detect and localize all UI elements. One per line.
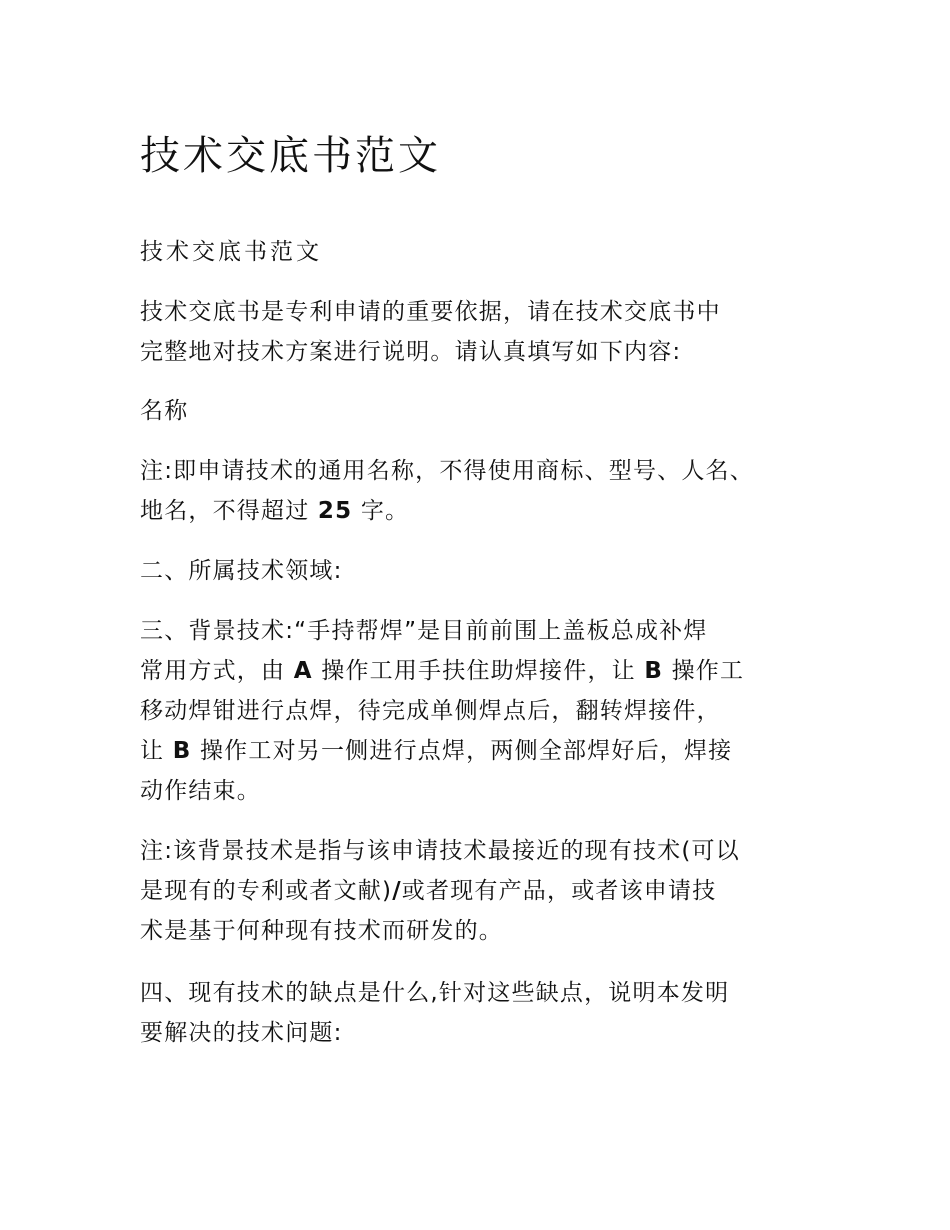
name-note-line: 注:即申请技术的通用名称，不得使用商标、型号、人名、	[140, 458, 754, 484]
name-note-line	[140, 491, 820, 531]
intro-paragraph	[140, 292, 820, 372]
operator-a-label: A	[293, 658, 313, 684]
section-4-line: 要解决的技术问题:	[140, 1020, 343, 1046]
slash-separator: /	[392, 878, 402, 904]
section-3-note-text: 是现有的专利或者文献)	[140, 878, 393, 904]
name-heading: 名称	[140, 398, 189, 424]
section-3-note-line: 术是基于何种现有技术而研发的。	[140, 918, 503, 944]
section-3-line: 动作结束。	[140, 778, 261, 804]
section-3-text: 操作工用手扶住助焊接件，让	[312, 658, 645, 684]
section-3-text: 操作工对另一侧进行点焊，两侧全部焊好后，焊接	[191, 738, 733, 764]
section-3-line: 三、背景技术:“手持帮焊”是目前前围上盖板总成补焊	[140, 618, 708, 644]
document-title: 技术交底书范文	[140, 133, 441, 179]
section-3-text: 常用方式，由	[140, 658, 294, 684]
section-3-paragraph	[140, 611, 820, 811]
section-3-line	[140, 651, 820, 691]
section-3-text: 让	[140, 738, 173, 764]
intro-line: 完整地对技术方案进行说明。请认真填写如下内容:	[140, 339, 682, 365]
name-note-paragraph	[140, 451, 820, 531]
section-3-text: 操作工	[663, 658, 745, 684]
section-3-note-line	[140, 871, 820, 911]
operator-b-label: B	[172, 738, 192, 764]
section-3-note-paragraph	[140, 831, 820, 951]
section-4-line: 四、现有技术的缺点是什么,针对这些缺点，说明本发明	[140, 980, 730, 1006]
section-2-heading: 二、所属技术领域:	[140, 558, 343, 584]
operator-b-label: B	[644, 658, 664, 684]
section-3-note-text: 或者现有产品，或者该申请技	[401, 878, 717, 904]
document-subtitle: 技术交底书范文	[140, 239, 322, 265]
section-3-note-line: 注:该背景技术是指与该申请技术最接近的现有技术(可以	[140, 838, 740, 864]
section-4-paragraph	[140, 973, 820, 1053]
name-note-text: 字。	[352, 498, 410, 524]
section-3-line	[140, 731, 820, 771]
char-limit-number: 25	[317, 498, 353, 524]
intro-line: 技术交底书是专利申请的重要依据，请在技术交底书中	[140, 299, 721, 325]
name-note-text: 地名，不得超过	[140, 498, 318, 524]
section-3-line: 移动焊钳进行点焊，待完成单侧焊点后，翻转焊接件，	[140, 698, 721, 724]
